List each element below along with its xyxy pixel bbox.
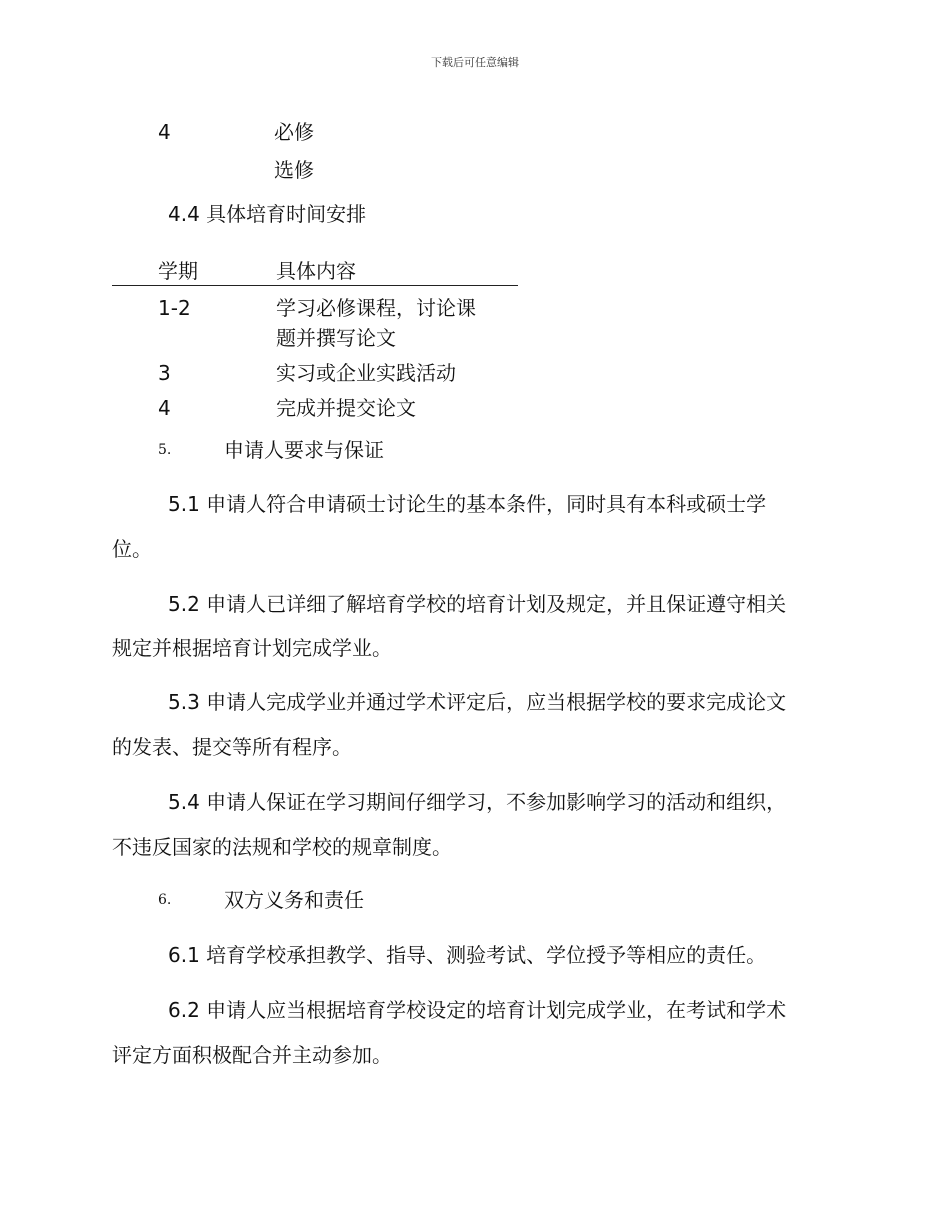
course-type-elective: 选修	[274, 158, 314, 182]
schedule-row-content: 实习或企业实践活动	[276, 361, 456, 385]
table-header-rule	[112, 285, 518, 286]
page-header: 下载后可任意编辑	[431, 56, 519, 69]
paragraph-6-1: 6.1 培育学校承担教学、指导、测验考试、学位授予等相应的责任。	[168, 943, 767, 967]
credits-row-number: 4	[158, 120, 171, 144]
schedule-row-term: 3	[158, 361, 171, 385]
schedule-row-content: 题并撰写论文	[276, 326, 396, 350]
paragraph-5-2-line2: 规定并根据培育计划完成学业。	[112, 636, 392, 660]
section-4-4-title: 4.4 具体培育时间安排	[168, 202, 367, 226]
section-5-title: 申请人要求与保证	[224, 438, 384, 462]
paragraph-5-1-line2: 位。	[112, 537, 152, 561]
paragraph-5-4-line1: 5.4 申请人保证在学习期间仔细学习，不参加影响学习的活动和组织，	[168, 790, 787, 814]
paragraph-5-3-line1: 5.3 申请人完成学业并通过学术评定后，应当根据学校的要求完成论文	[168, 690, 787, 714]
paragraph-5-4-line2: 不违反国家的法规和学校的规章制度。	[112, 835, 452, 859]
paragraph-5-2-line1: 5.2 申请人已详细了解培育学校的培育计划及规定，并且保证遵守相关	[168, 592, 787, 616]
paragraph-6-2-line1: 6.2 申请人应当根据培育学校设定的培育计划完成学业，在考试和学术	[168, 998, 787, 1022]
schedule-header-content: 具体内容	[276, 259, 356, 283]
paragraph-6-2-line2: 评定方面积极配合并主动参加。	[112, 1043, 392, 1067]
paragraph-5-3-line2: 的发表、提交等所有程序。	[112, 735, 352, 759]
schedule-row-content: 学习必修课程，讨论课	[276, 296, 476, 320]
paragraph-5-1-line1: 5.1 申请人符合申请硕士讨论生的基本条件，同时具有本科或硕士学	[168, 492, 767, 516]
section-6-number: 6.	[158, 892, 172, 908]
section-6-title: 双方义务和责任	[224, 888, 364, 912]
schedule-row-term: 4	[158, 396, 171, 420]
course-type-required: 必修	[274, 120, 314, 144]
schedule-row-term: 1-2	[158, 296, 191, 320]
schedule-row-content: 完成并提交论文	[276, 396, 416, 420]
section-5-number: 5.	[158, 442, 172, 458]
schedule-header-term: 学期	[158, 259, 198, 283]
